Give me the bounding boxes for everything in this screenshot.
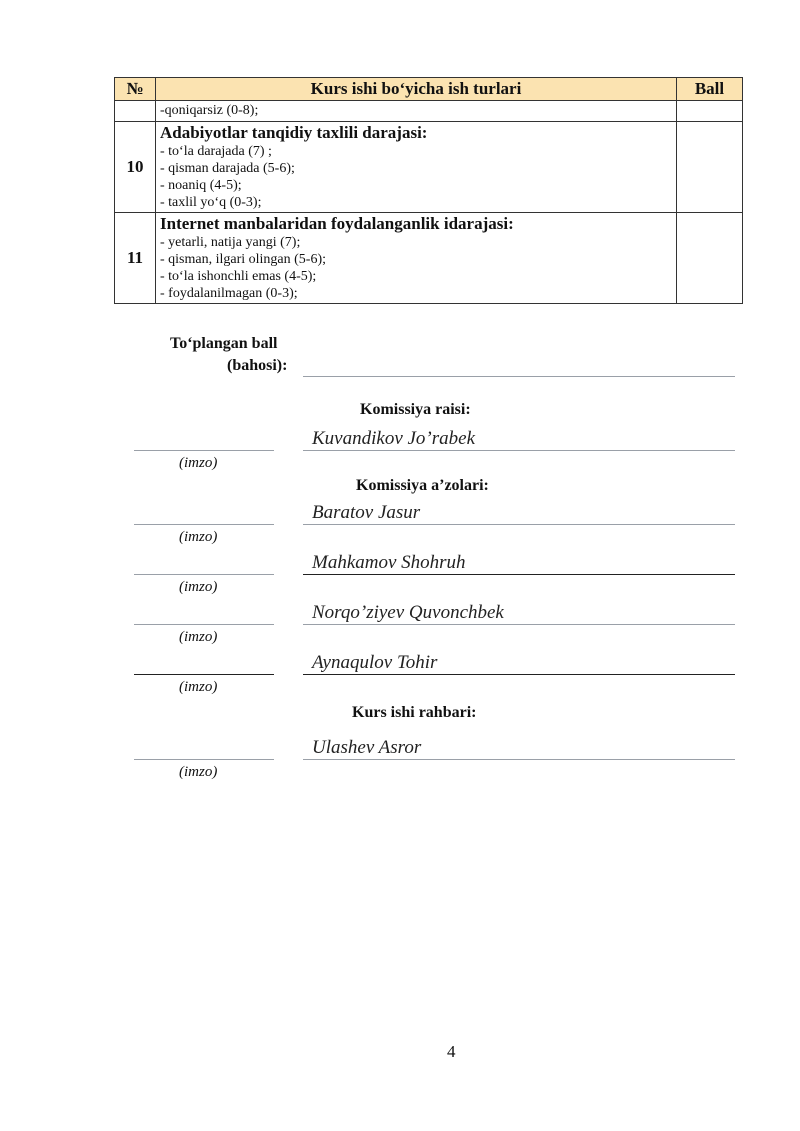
name-line: [303, 759, 735, 760]
name-line: [303, 450, 735, 451]
members-label: Komissiya a’zolari:: [356, 477, 489, 494]
supervisor-name: Ulashev Asror: [312, 737, 422, 758]
signature-line: [134, 624, 274, 625]
signature-line: [134, 524, 274, 525]
header-number: №: [115, 78, 156, 101]
signature-caption: (imzo): [179, 629, 218, 645]
member-name: Baratov Jasur: [312, 502, 421, 523]
signature-line: [134, 450, 274, 451]
header-work-types: Kurs ishi bo‘yicha ish turlari: [156, 78, 677, 101]
signature-line: [134, 574, 274, 575]
signature-caption: (imzo): [179, 679, 218, 695]
row-item: - qisman darajada (5-6);: [160, 161, 295, 176]
row-item: - taxlil yo‘q (0-3);: [160, 195, 262, 210]
name-line: [303, 674, 735, 675]
signature-line: [134, 674, 274, 675]
row-item: - noaniq (4-5);: [160, 178, 242, 193]
ball-cell: [677, 213, 743, 304]
row-heading: Internet manbalaridan foydalanganlik idarajasi:: [160, 214, 514, 233]
evaluation-table: [114, 77, 743, 304]
row-item: - foydalanilmagan (0-3);: [160, 286, 298, 301]
signature-caption: (imzo): [179, 455, 218, 471]
ball-cell: [677, 122, 743, 213]
signature-line: [134, 759, 274, 760]
row-number: 11: [115, 213, 156, 304]
chair-name: Kuvandikov Jo’rabek: [312, 428, 476, 449]
supervisor-label: Kurs ishi rahbari:: [352, 704, 477, 721]
signature-caption: (imzo): [179, 764, 218, 780]
row-item: - yetarli, natija yangi (7);: [160, 235, 301, 250]
member-name: Mahkamov Shohruh: [312, 552, 466, 573]
chair-label: Komissiya raisi:: [360, 401, 471, 418]
score-line: [303, 376, 735, 377]
signature-caption: (imzo): [179, 529, 218, 545]
continued-item: -qoniqarsiz (0-8);: [160, 103, 259, 118]
signature-caption: (imzo): [179, 579, 218, 595]
table-header-row: [115, 78, 743, 101]
row-item: - qisman, ilgari olingan (5-6);: [160, 252, 327, 267]
score-label-sub: (bahosi):: [227, 357, 288, 374]
table-row: [115, 122, 743, 213]
table-row: [115, 213, 743, 304]
row-heading: Adabiyotlar tanqidiy taxlili darajasi:: [160, 123, 428, 142]
header-ball: Ball: [677, 78, 743, 101]
page-number: 4: [447, 1042, 456, 1061]
name-line: [303, 524, 735, 525]
name-line: [303, 574, 735, 575]
table-row: [115, 101, 743, 122]
row-item: - to‘la ishonchli emas (4-5);: [160, 269, 317, 284]
score-label: To‘plangan ball: [170, 335, 278, 352]
member-name: Aynaqulov Tohir: [312, 652, 438, 673]
row-item: - to‘la darajada (7) ;: [160, 144, 272, 159]
member-name: Norqo’ziyev Quvonchbek: [312, 602, 504, 623]
name-line: [303, 624, 735, 625]
row-number: 10: [115, 122, 156, 213]
